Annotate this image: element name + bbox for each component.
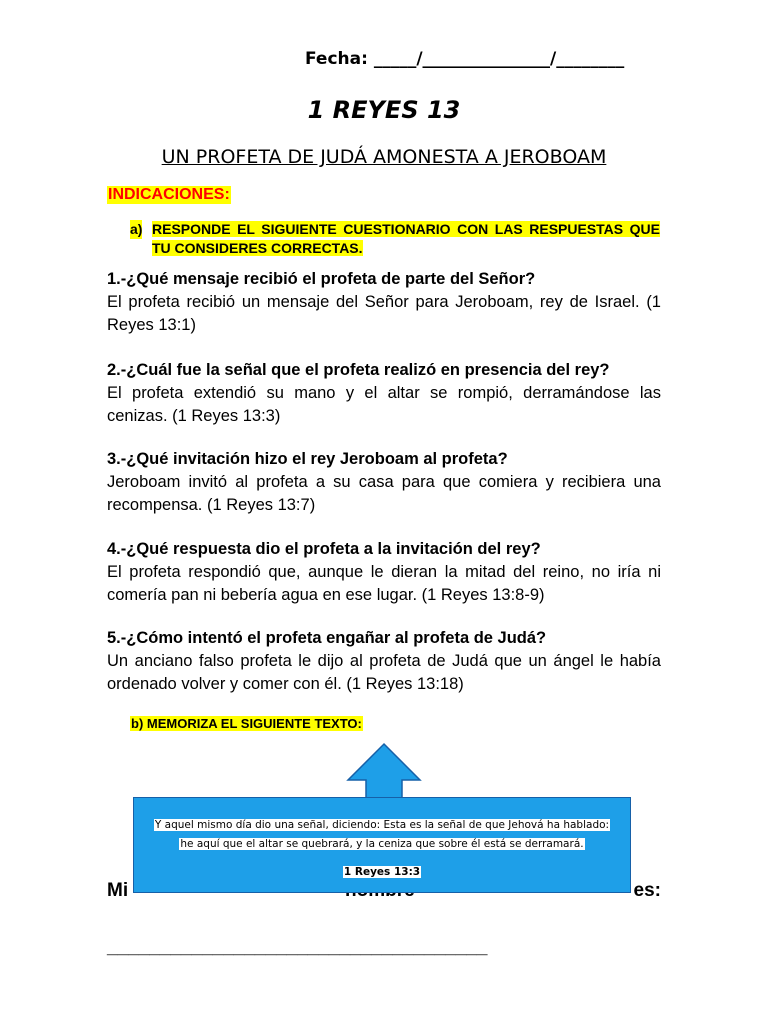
- verse-reference: 1 Reyes 13:3: [343, 866, 421, 878]
- question-block-1: [107, 268, 661, 337]
- up-arrow-icon: [346, 742, 422, 800]
- memory-verse-box: [133, 797, 631, 893]
- instruction-a: [130, 220, 660, 258]
- page-title: 1 REYES 13: [307, 96, 461, 124]
- question-5: 5.-¿Cómo intentó el profeta engañar al profeta de Judá?: [107, 629, 547, 647]
- question-block-3: [107, 448, 661, 517]
- answer-1: El profeta recibió un mensaje del Señor para Jeroboam, rey de Israel. (1 Reyes 13:1): [107, 293, 661, 334]
- answer-3: Jeroboam invitó al profeta a su casa para que comiera y recibiera una recompensa. (1 Reyes 13:7): [107, 473, 661, 514]
- question-block-4: [107, 538, 661, 607]
- answer-5: Un anciano falso profeta le dijo al profeta de Judá que un ángel le había ordenado volver y comer con él. (1 Reyes 13:18): [107, 652, 661, 693]
- instruction-b: b) MEMORIZA EL SIGUIENTE TEXTO:: [131, 716, 362, 731]
- name-blank-line: ____________________________________: [107, 937, 488, 958]
- question-4: 4.-¿Qué respuesta dio el profeta a la invitación del rey?: [107, 540, 541, 558]
- answer-4: El profeta respondió que, aunque le dieran la mitad del reino, no iría ni comería pan ni bebería agua en ese lugar. (1 Reyes 13:8-9): [107, 563, 661, 604]
- name-word-es: es:: [633, 880, 661, 901]
- question-1: 1.-¿Qué mensaje recibió el profeta de parte del Señor?: [107, 270, 536, 288]
- question-3: 3.-¿Qué invitación hizo el rey Jeroboam al profeta?: [107, 450, 508, 468]
- question-block-5: [107, 627, 661, 696]
- verse-line-1: Y aquel mismo día dio una señal, diciendo: Esta es la señal de que Jehová ha hablado:: [154, 819, 610, 831]
- question-2: 2.-¿Cuál fue la señal que el profeta realizó en presencia del rey?: [107, 361, 610, 379]
- name-word-mi: Mi: [107, 880, 129, 901]
- instruction-a-marker: a): [130, 221, 143, 237]
- date-field: Fecha: _____/_______________/________: [305, 49, 625, 69]
- verse-line-2: he aquí que el altar se quebrará, y la ceniza que sobre él está se derramará.: [180, 838, 584, 850]
- page-subtitle: UN PROFETA DE JUDÁ AMONESTA A JEROBOAM: [161, 146, 607, 168]
- question-block-2: [107, 359, 661, 428]
- indicaciones-label: INDICACIONES:: [108, 186, 230, 203]
- instruction-a-text: RESPONDE EL SIGUIENTE CUESTIONARIO CON LAS RESPUESTAS QUE TU CONSIDERES CORRECTAS.: [152, 221, 660, 256]
- answer-2: El profeta extendió su mano y el altar se rompió, derramándose las cenizas. (1 Reyes 13:3): [107, 384, 661, 425]
